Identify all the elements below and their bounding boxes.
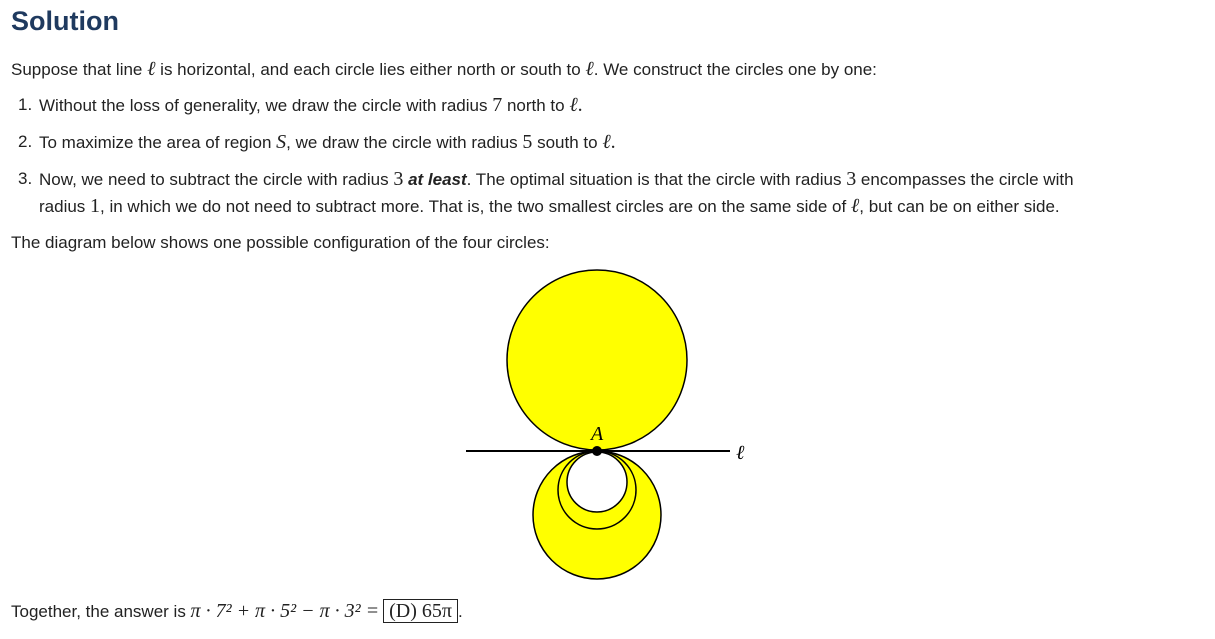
intro-paragraph: Suppose that line ℓ is horizontal, and each circle lies either north or south to ℓ. We construct the circles one by one: [11,58,877,80]
list-item: 3. Now, we need to subtract the circle with radius 3 at least. The optimal situation is that the circle with radius 3 encompasses the circle with radius 1, in which we do not need to subtract more. That is, the two smallest circles are on the same side of ℓ, but can be on either side. [18,168,1074,217]
boxed-answer: (D) 65π [383,599,458,623]
solution-heading: Solution [11,6,119,36]
list-item: 1. Without the loss of generality, we draw the circle with radius 7 north to ℓ. [18,94,583,116]
diagram-caption: The diagram below shows one possible configuration of the four circles: [11,233,550,252]
point-a-label: A [591,423,604,445]
circles-diagram [466,268,766,586]
answer-line: Together, the answer is π · 7² + π · 5² − π · 3² = (D) 65π . [11,600,463,622]
steps-list [18,92,1074,220]
point-a [592,446,602,456]
circle-radius-1 [567,452,627,512]
list-item: 2. To maximize the area of region S, we draw the circle with radius 5 south to ℓ. [18,131,616,153]
line-l-label: ℓ [736,442,745,464]
